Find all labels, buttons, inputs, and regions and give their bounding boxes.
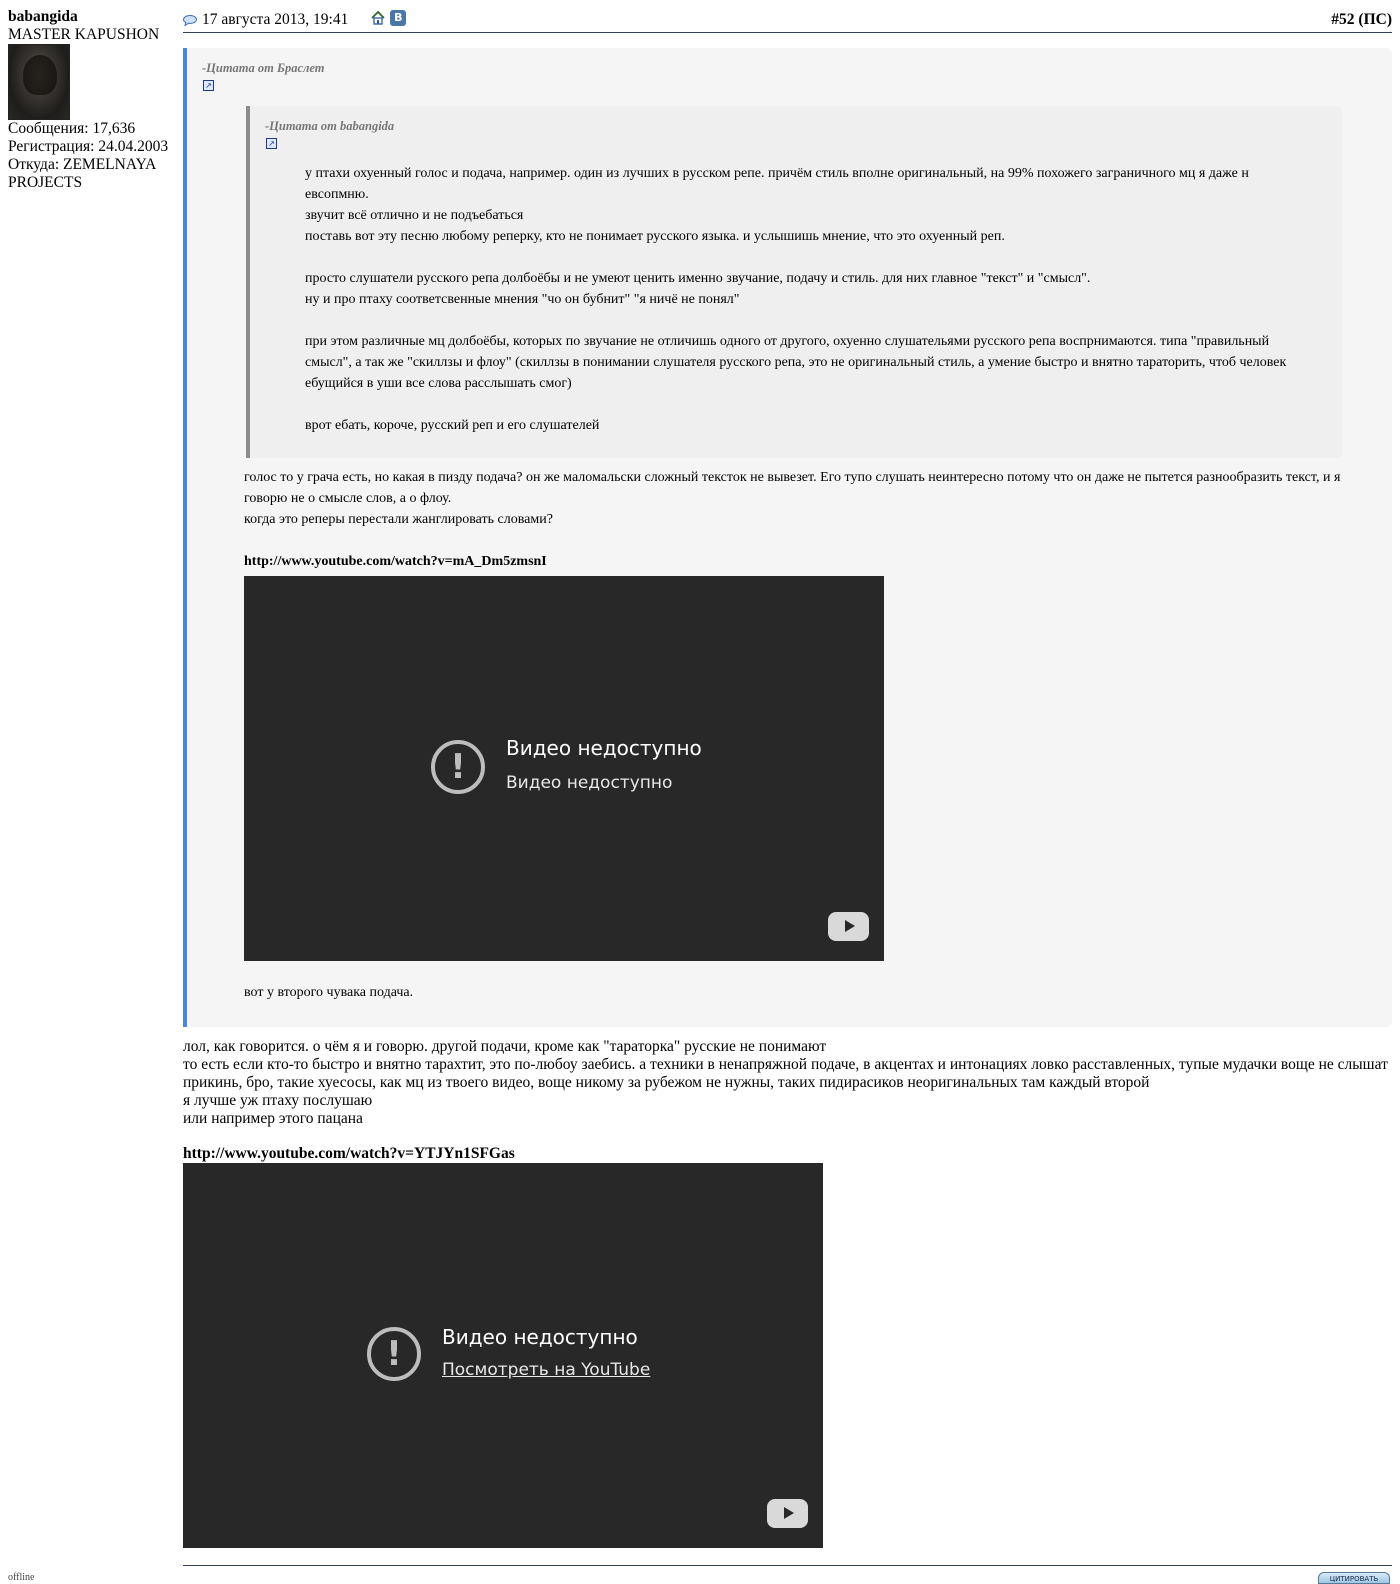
post-header (183, 8, 1392, 33)
quote-line: ну и про птаху соответсвенные мнения "чо он бубнит" "я ничё не понял" (305, 292, 740, 307)
quote-outer (183, 48, 1392, 1027)
post-line: лол, как говорится. о чём я и говорю. другой подачи, кроме как "тараторка" русские не понимают (183, 1038, 827, 1055)
user-registration: Регистрация: 24.04.2003 (8, 138, 169, 155)
user-rank: MASTER KAPUSHON (8, 26, 160, 43)
user-panel (8, 8, 178, 192)
youtube-play-icon[interactable] (767, 1499, 808, 1528)
quote-line: просто слушатели русского репа долбоёбы и не умеют ценить именно звучание, подачу и стиль. для них главное "текст" и "смысл". (305, 271, 1091, 286)
quote-line: голос то у грача есть, но какая в пизду подача? он же маломальски сложный тексток не вывезет. Его тупо слушать неинтересно потому что он даже не пытется разнообразить текст, и я говорю не о смысле слов, а о флоу. (244, 470, 1341, 506)
post-body (183, 1038, 1392, 1128)
quote-button[interactable]: ЦИТИРОВАТЬ (1318, 1572, 1390, 1584)
quote-outer-text (244, 467, 1344, 530)
quote-author-label: -Цитата от Браслет (202, 61, 325, 75)
video-unavailable-subtitle: Видео недоступно (506, 773, 673, 793)
quote-author-label: -Цитата от babangida (265, 119, 395, 133)
youtube-play-icon[interactable] (828, 912, 869, 941)
post-line: прикинь, бро, такие хуесосы, как мц из твоего видео, воще никому за рубежом не нужны, таких пидирасиков неоригинальных там каждый второй (183, 1074, 1150, 1091)
quote-line: при этом различные мц долбоёбы, которых по звучание не отличишь одного от другого, охуенно слушательями русского репа воспрнимаются. типа "правильный смысл", а так же "скиллзы и флоу" (скиллзы в понимании слушателя русского репа, это не оригинальный стиль, а умение быстро и внятно тараторить, чтоб человек ебущийся в уши все слова расслышать смог) (305, 334, 1287, 391)
quote-inner-text (305, 163, 1295, 436)
quote-line: вот у второго чувака подача. (244, 985, 414, 1000)
post-line: я лучше уж птаху послушаю (183, 1092, 373, 1109)
user-messages: Сообщения: 17,636 (8, 120, 136, 137)
user-location: Откуда: ZEMELNAYA (8, 156, 157, 173)
quote-line: поставь вот эту песню любому реперку, кто не понимает русского языка. и услышишь мнение, что это охуенный реп. (305, 229, 1005, 244)
quote-line: у птахи охуенный голос и подача, например. один из лучших в русском репе. причём стиль вполне оригинальный, на 99% похожего заграничного мц я даже н евсопмню. (305, 166, 1249, 202)
status-offline: offline (8, 1572, 35, 1583)
post-date: 17 августа 2013, 19:41 (202, 11, 349, 28)
post-number-link[interactable]: #52 (ПС) (1331, 11, 1392, 28)
speech-bubble-icon (183, 13, 197, 24)
quote-blank-line (305, 394, 1295, 415)
video-embed[interactable] (244, 576, 884, 961)
video-unavailable-title: Видео недоступно (442, 1325, 638, 1349)
quote-blank-line (305, 247, 1295, 268)
vk-icon[interactable]: В (390, 10, 406, 26)
quote-line: когда это реперы перестали жанглировать словами? (244, 512, 553, 527)
quote-blank-line (305, 310, 1295, 331)
quote-link-icon[interactable]: ↗ (203, 80, 214, 91)
post-footer-divider (183, 1565, 1392, 1566)
post-line: то есть если кто-то быстро и внятно тарахтит, это по-любоу заебись. а техники в ненапряжной подаче, в акцентах и интонациях ловко расставленных, тупые мудачки воще не слышат (183, 1056, 1388, 1073)
youtube-link[interactable]: http://www.youtube.com/watch?v=mA_Dm5zmsnI (244, 554, 547, 569)
watch-on-youtube-link[interactable]: Посмотреть на YouTube (442, 1360, 651, 1380)
youtube-link[interactable]: http://www.youtube.com/watch?v=YTJYn1SFGas (183, 1145, 515, 1162)
user-location-cont: PROJECTS (8, 174, 83, 191)
video-unavailable-title: Видео недоступно (506, 736, 702, 760)
avatar[interactable] (8, 44, 70, 120)
quote-inner (246, 106, 1342, 458)
username[interactable]: babangida (8, 8, 78, 25)
video-embed[interactable] (183, 1163, 823, 1548)
quote-line: врот ебать, короче, русский реп и его слушателей (305, 418, 600, 433)
error-icon: ! (367, 1327, 421, 1381)
home-icon[interactable] (370, 10, 386, 26)
error-icon: ! (431, 740, 485, 794)
quote-link-icon[interactable]: ↗ (266, 138, 277, 149)
post-line: или например этого пацана (183, 1110, 363, 1127)
quote-line: звучит всё отлично и не подъебаться (305, 208, 524, 223)
